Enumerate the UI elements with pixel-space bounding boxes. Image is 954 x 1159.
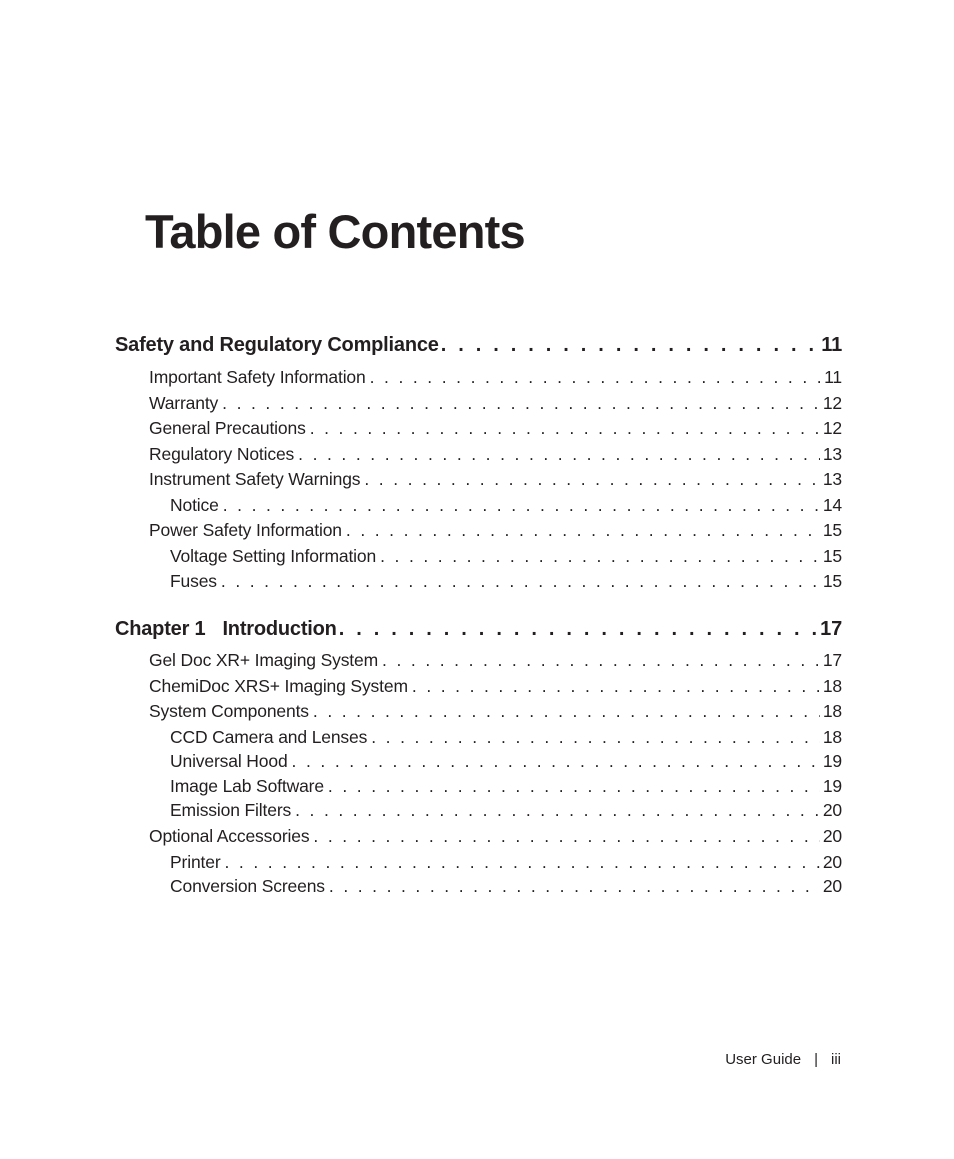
toc-subentry[interactable] [170,751,842,772]
toc-entry-page: 15 [822,520,842,540]
toc-subentry[interactable] [170,495,842,516]
toc-entry-page: 12 [822,393,842,413]
toc-subentry[interactable] [170,727,842,748]
toc-entry-page: 18 [822,701,842,721]
toc-entry[interactable] [149,650,842,671]
toc-entry-title: Image Lab Software [170,776,324,796]
page-footer [725,1051,841,1068]
toc-entry[interactable] [149,393,842,414]
dot-leader [217,571,820,592]
toc-entry-page: 20 [822,852,842,872]
dot-leader [342,520,820,541]
toc-entry-page: 20 [822,876,842,896]
dot-leader [325,876,820,897]
page-title: Table of Contents [145,205,525,258]
toc-entry-page: 17 [822,650,842,670]
toc-entry-title: Notice [170,495,219,515]
dot-leader [219,495,820,516]
toc-subentry[interactable] [170,876,842,897]
toc-entry-title: Gel Doc XR+ Imaging System [149,650,379,670]
toc-subentry[interactable] [170,852,842,873]
dot-leader [360,469,819,490]
toc-heading-title: Safety and Regulatory Compliance [115,334,439,356]
toc-entry-title: Optional Accessories [149,826,310,846]
dot-leader [291,800,820,821]
toc-entry-page: 18 [822,676,842,696]
toc-entry[interactable] [149,676,842,697]
toc-entry-title: Instrument Safety Warnings [149,469,361,489]
toc-entry-page: 14 [822,495,842,515]
dot-leader [309,701,820,722]
toc-entry-page: 15 [822,546,842,566]
toc-entry[interactable] [149,418,842,439]
toc-entry-title: ChemiDoc XRS+ Imaging System [149,676,408,696]
dot-leader [221,852,820,873]
toc-entry-title: Power Safety Information [149,520,342,540]
dot-leader [309,826,819,847]
dot-leader [218,393,820,414]
dot-leader [378,650,820,671]
toc-entry-title: Important Safety Information [149,367,366,387]
toc-entry-page: 20 [822,826,842,846]
toc-subentry[interactable] [170,776,842,797]
toc-subentry[interactable] [170,546,842,567]
toc-entry-title: CCD Camera and Lenses [170,727,368,747]
toc-entry[interactable] [149,367,842,388]
toc-entry-title: Fuses [170,571,217,591]
toc-subentry[interactable] [170,571,842,592]
footer-separator: | [814,1051,818,1068]
toc-entry-page: 20 [822,800,842,820]
toc-entry-page: 18 [822,727,842,747]
dot-leader [306,418,820,439]
toc-heading-page: 17 [820,618,842,640]
footer-page-number: iii [831,1051,841,1068]
toc-entry-page: 12 [822,418,842,438]
toc-entry-page: 13 [822,444,842,464]
toc-entry-title: Voltage Setting Information [170,546,377,566]
toc-entry-page: 15 [822,571,842,591]
toc-entry-page: 11 [824,367,842,387]
toc-entry-title: Universal Hood [170,751,288,771]
toc-entry-page: 13 [822,469,842,489]
dot-leader [439,334,819,357]
toc-entry-title: Warranty [149,393,219,413]
dot-leader [367,727,820,748]
toc-entry[interactable] [149,701,842,722]
chapter-title: Introduction [222,618,337,640]
dot-leader [337,618,817,641]
dot-leader [376,546,820,567]
dot-leader [366,367,822,388]
dot-leader [408,676,820,697]
toc-subentry[interactable] [170,800,842,821]
toc-entry-title: Conversion Screens [170,876,325,896]
toc-entry-title: Emission Filters [170,800,292,820]
toc-entry[interactable] [149,469,842,490]
toc-entry-title: Regulatory Notices [149,444,295,464]
toc-entry-title: Printer [170,852,221,872]
toc-heading-safety[interactable] [115,334,842,357]
dot-leader [288,751,820,772]
toc-entry-title: System Components [149,701,309,721]
chapter-number: Chapter 1 [115,618,206,640]
toc-entry[interactable] [149,826,842,847]
footer-guide-label: User Guide [725,1051,802,1068]
dot-leader [294,444,820,465]
toc-entry[interactable] [149,520,842,541]
toc-heading-page: 11 [821,334,842,356]
toc-entry-page: 19 [822,776,842,796]
toc-entry-title: General Precautions [149,418,306,438]
dot-leader [324,776,820,797]
toc-entry[interactable] [149,444,842,465]
toc-entry-page: 19 [822,751,842,771]
toc-heading-chapter-1[interactable] [115,618,842,641]
toc-heading-title [115,618,337,641]
